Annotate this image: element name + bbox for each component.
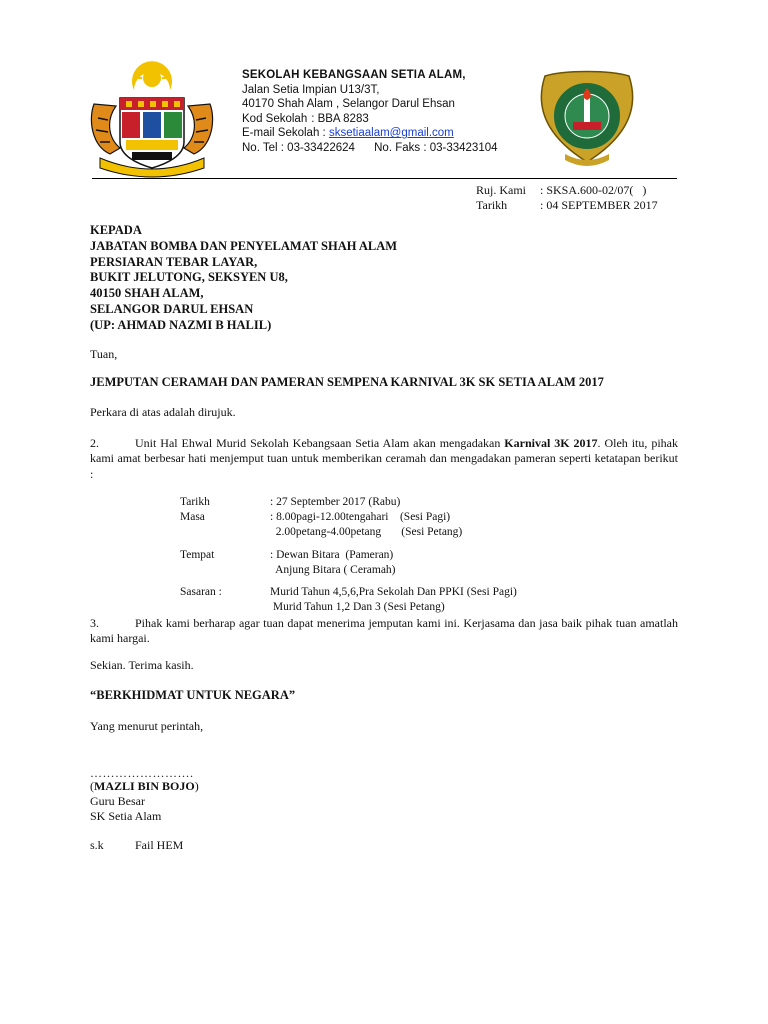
address-line-1: Jalan Setia Impian U13/3T, [242, 83, 380, 96]
closing-line: Sekian. Terima kasih. [90, 658, 194, 672]
reference-sentence: Perkara di atas adalah dirujuk. [90, 405, 236, 419]
paren-open: ( [90, 779, 94, 793]
paragraph-3 [90, 616, 678, 647]
signer-name-line [90, 779, 199, 794]
motto: “BERKHIDMAT UNTUK NEGARA” [90, 688, 296, 702]
yang-menurut-perintah: Yang menurut perintah, [90, 719, 204, 733]
signer-title: Guru Besar [90, 794, 145, 808]
phone-fax-line: No. Tel : 03-33422624 No. Faks : 03-33423104 [242, 141, 498, 154]
recipient-line: 40150 SHAH ALAM, [90, 286, 204, 301]
letter-subject: JEMPUTAN CERAMAH DAN PAMERAN SEMPENA KARNIVAL 3K SK SETIA ALAM 2017 [90, 375, 604, 389]
school-code-value: : BBA 8283 [311, 112, 369, 125]
recipient-address [90, 223, 397, 334]
tempat-value-2: Anjung Bitara ( Ceramah) [270, 563, 396, 576]
tempat-value-1: : Dewan Bitara (Pameran) [270, 548, 394, 561]
recipient-line: SELANGOR DARUL EHSAN [90, 301, 254, 316]
ruj-value: : SKSA.600-02/07( ) [540, 183, 647, 197]
recipient-line: BUKIT JELUTONG, SEKSYEN U8, [90, 270, 288, 285]
paragraph-2 [90, 436, 678, 482]
school-letterhead [242, 68, 498, 156]
tempat-label: Tempat [180, 548, 215, 561]
paragraph-2-text-b: . Oleh itu, pihak kami amat berbesar hati menjemput tuan untuk memberikan ceramah dan mengadakan pameran seperti ketatapan berikut : [90, 436, 678, 481]
paragraph-number: 2. [90, 436, 99, 450]
email-link[interactable]: sksetiaalam@gmail.com [328, 127, 454, 140]
school-name: SEKOLAH KEBANGSAAN SETIA ALAM, [242, 69, 466, 81]
recipient-line: JABATAN BOMBA DAN PENYELAMAT SHAH ALAM [90, 238, 398, 253]
tarikh-value: : 27 September 2017 (Rabu) [270, 496, 401, 508]
salutation: Tuan, [90, 347, 118, 361]
signer-org: SK Setia Alam [90, 809, 162, 823]
address-line-2: 40170 Shah Alam , Selangor Darul Ehsan [242, 98, 455, 111]
reference-block [476, 183, 658, 213]
sasaran-label: Sasaran : [180, 586, 222, 599]
masa-value-2: 2.00petang-4.00petang (Sesi Petang) [270, 526, 463, 539]
email-label: E-mail Sekolah [242, 127, 320, 140]
school-badge-icon [535, 70, 639, 170]
ruj-label: Ruj. Kami [476, 183, 526, 197]
sasaran-value-2: Murid Tahun 1,2 Dan 3 (Sesi Petang) [270, 601, 445, 614]
date-label: Tarikh [476, 198, 508, 212]
sk-value: Fail HEM [135, 838, 184, 852]
paragraph-2-bold: Karnival 3K 2017 [504, 436, 598, 450]
masa-label: Masa [180, 511, 205, 524]
email-line [242, 126, 498, 141]
event-details [180, 495, 517, 615]
email-separator: : [322, 127, 326, 140]
paragraph-3-text: Pihak kami berharap agar tuan dapat menerima jemputan kami ini. Kerjasama dan jasa baik pihak tuan amatlah kami hargai. [90, 616, 678, 646]
sasaran-value-1: Murid Tahun 4,5,6,Pra Sekolah Dan PPKI (Sesi Pagi) [270, 586, 517, 599]
recipient-line: KEPADA [90, 223, 142, 237]
letterhead-divider [92, 178, 677, 179]
recipient-line: PERSIARAN TEBAR LAYAR, [90, 254, 258, 269]
school-code-label: Kod Sekolah [242, 112, 308, 125]
paragraph-2-text-a: Unit Hal Ehwal Murid Sekolah Kebangsaan Setia Alam akan mengadakan [135, 436, 505, 450]
sk-label: s.k [90, 838, 104, 852]
school-code-line [242, 112, 498, 127]
malaysia-coat-of-arms-icon [86, 60, 218, 178]
copy-to [90, 838, 183, 853]
paren-close: ) [194, 779, 199, 793]
signature-line: ……………………. [90, 766, 194, 780]
tarikh-label: Tarikh [180, 496, 210, 508]
date-value: : 04 SEPTEMBER 2017 [540, 198, 658, 212]
paragraph-number: 3. [90, 616, 99, 630]
masa-value-1: : 8.00pagi-12.00tengahari (Sesi Pagi) [270, 511, 451, 524]
recipient-line: (UP: AHMAD NAZMI B HALIL) [90, 317, 272, 332]
signer-name: MAZLI BIN BOJO [94, 779, 195, 793]
signer-block [90, 779, 199, 824]
